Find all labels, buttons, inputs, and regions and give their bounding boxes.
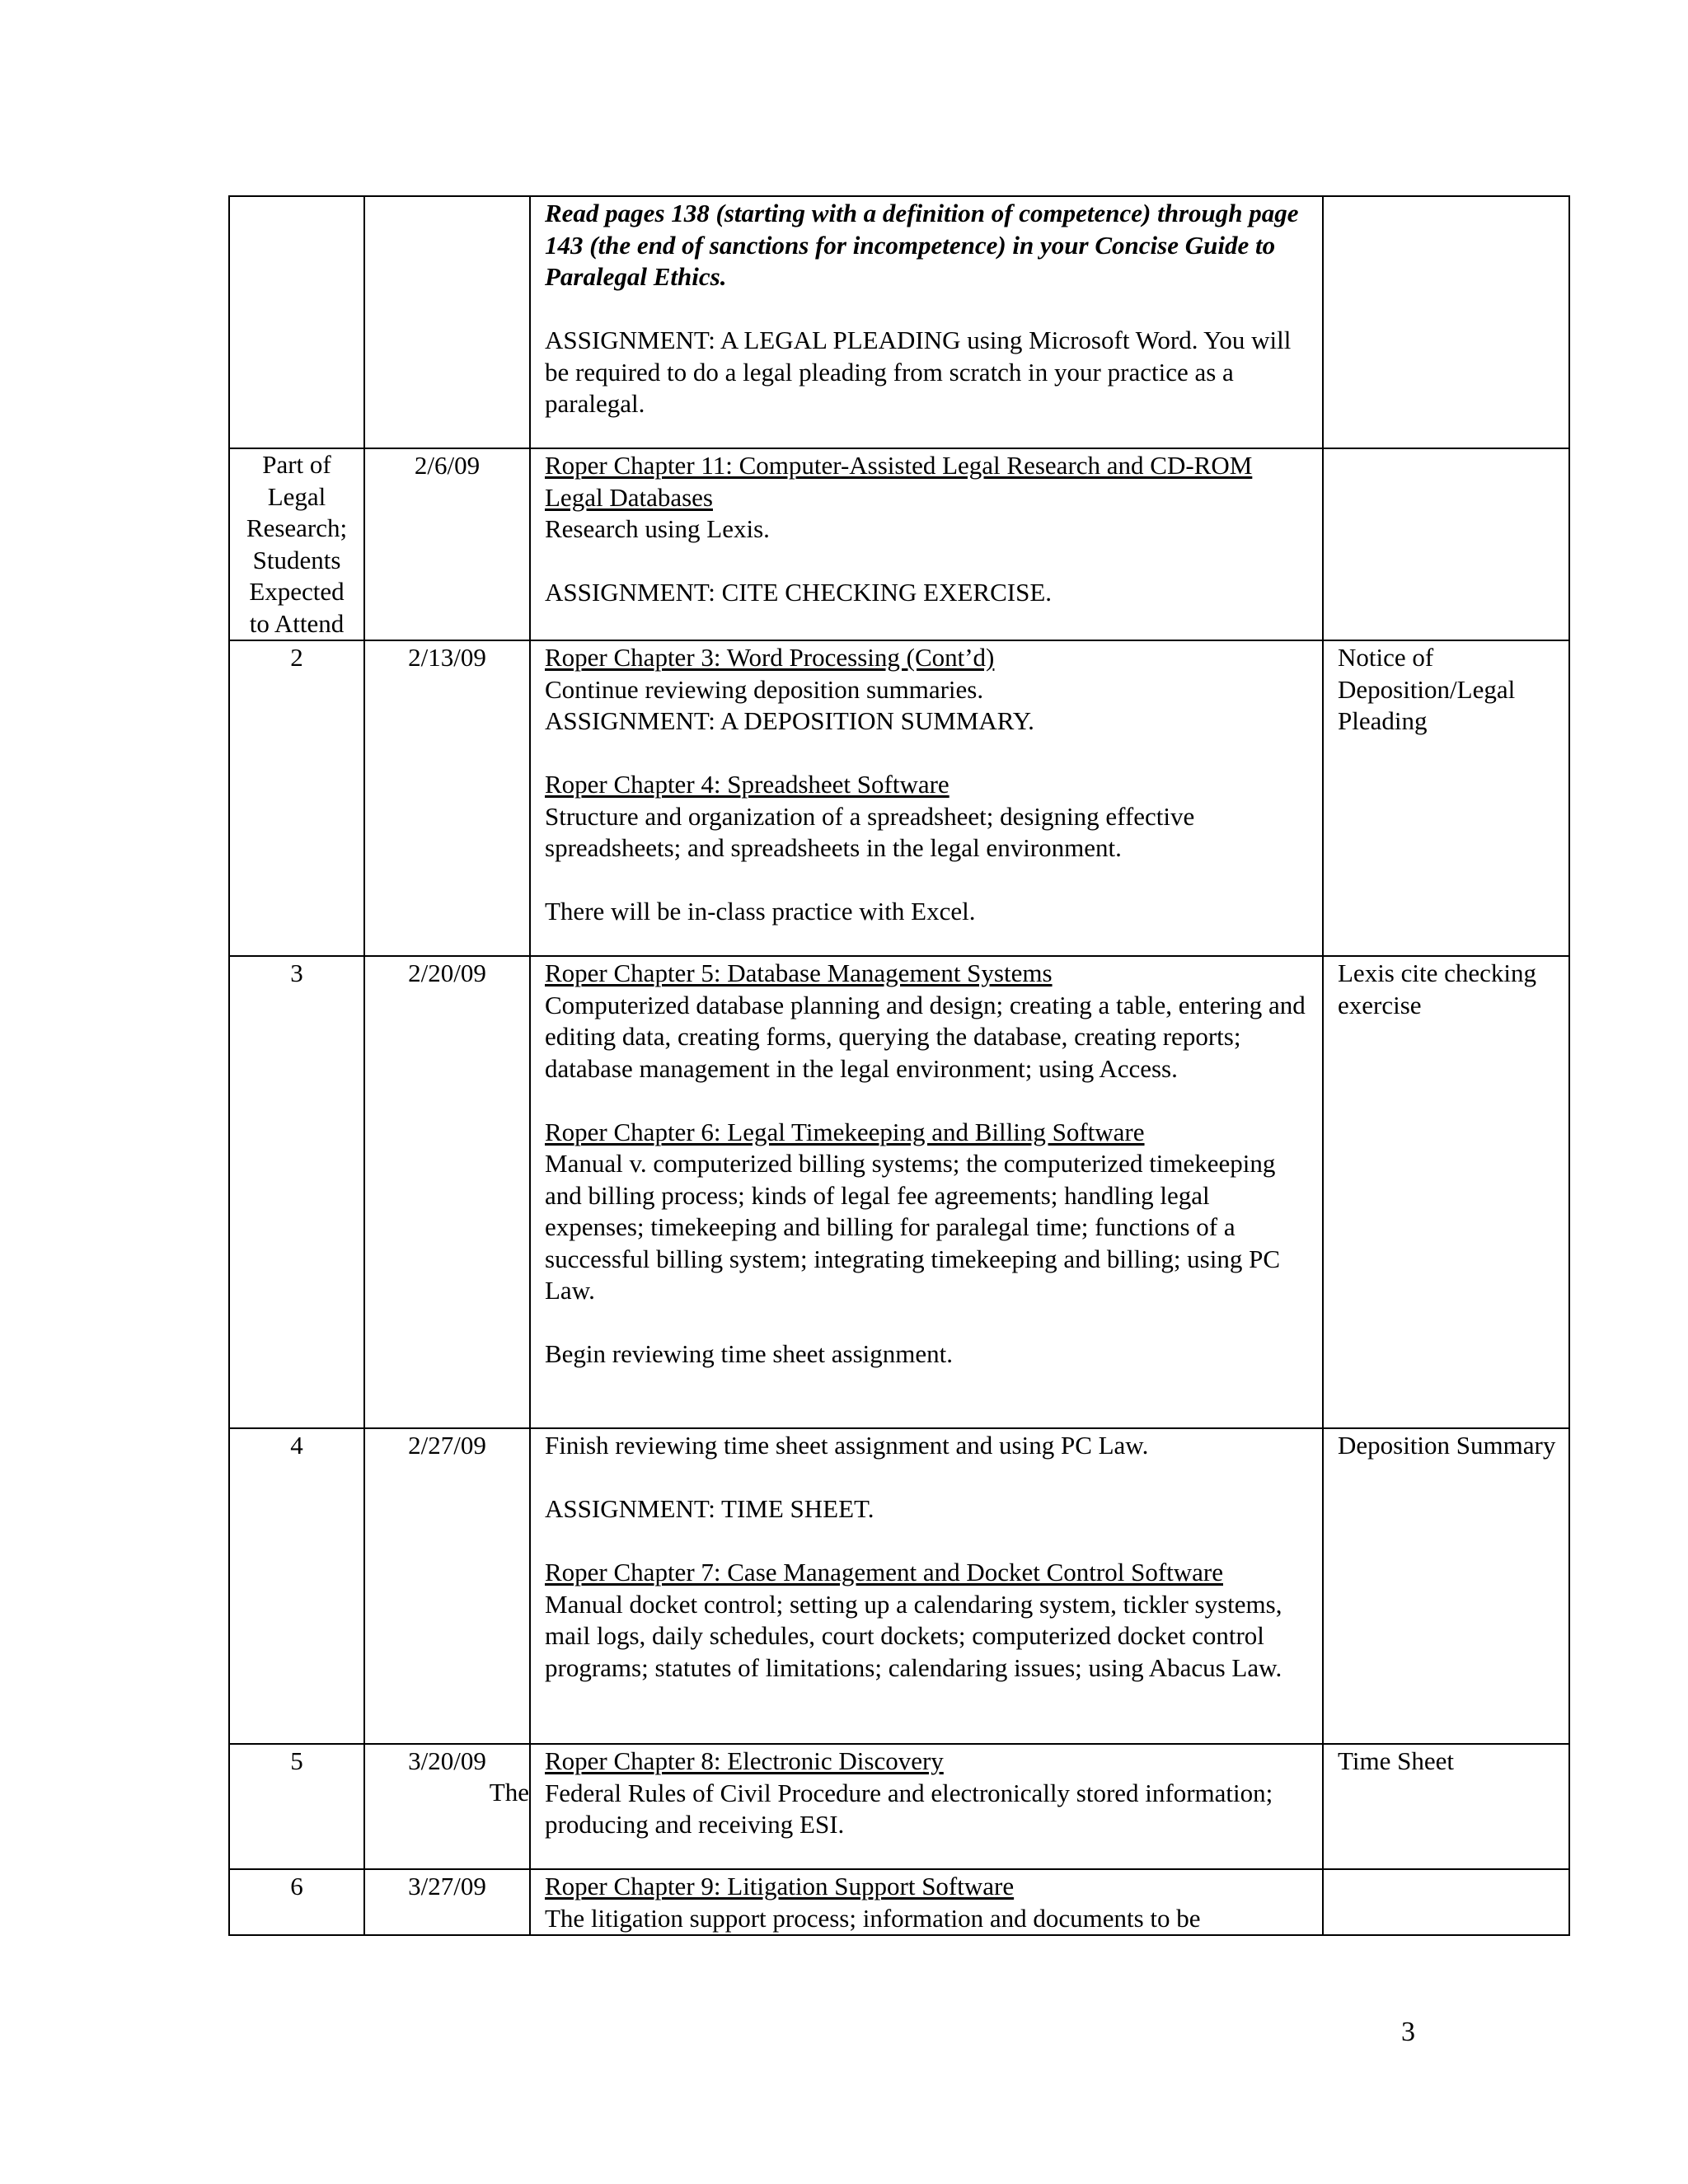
topic-text: Manual docket control; setting up a calendaring system, tickler systems, mail logs, daily schedules, court dockets; computerized docket control programs; statutes of limitations; calendaring issues; using Abacus Law.	[545, 1589, 1282, 1682]
date-overflow-text: The	[489, 1777, 529, 1807]
due-cell	[1323, 640, 1569, 956]
assignment-text: ASSIGNMENT: TIME SHEET.	[545, 1494, 874, 1523]
topic-text: Manual v. computerized billing systems; the computerized timekeeping and billing process; kinds of legal fee agreements; handling legal expenses; timekeeping and billing for paralegal time; functions of a successful billing system; integrating timekeeping and billing; using PC Law.	[545, 1149, 1281, 1305]
assignment-text: ASSIGNMENT: CITE CHECKING EXERCISE.	[545, 578, 1053, 607]
table-row	[229, 956, 1569, 1428]
topic-cell	[530, 1428, 1323, 1744]
topic-cell	[530, 640, 1323, 956]
assignment-text: ASSIGNMENT: A LEGAL PLEADING using Microsoft Word. You will be required to do a legal pleading from scratch in your practice as a paralegal.	[545, 326, 1292, 418]
table-row	[229, 1869, 1569, 1935]
due-label: Deposition Summary	[1338, 1431, 1556, 1460]
week-label: 2	[290, 643, 303, 672]
assignment-text: ASSIGNMENT: A DEPOSITION SUMMARY.	[545, 706, 1034, 735]
date-cell	[364, 1428, 530, 1744]
topic-cell	[530, 956, 1323, 1428]
date-cell	[364, 196, 530, 448]
week-label: 5	[290, 1746, 303, 1775]
topic-text: Computerized database planning and design; creating a table, entering and editing data, creating forms, querying the database, creating reports; database management in the legal environment; using Access.	[545, 990, 1306, 1083]
table-row	[229, 1744, 1569, 1869]
week-label: 4	[290, 1431, 303, 1460]
topic-text: Begin reviewing time sheet assignment.	[545, 1339, 954, 1368]
chapter-heading: Roper Chapter 7: Case Management and Docket Control Software	[545, 1558, 1223, 1586]
table-row	[229, 1428, 1569, 1744]
topic-cell	[530, 1869, 1323, 1935]
week-cell	[229, 956, 364, 1428]
week-cell	[229, 196, 364, 448]
topic-text: Finish reviewing time sheet assignment and using PC Law.	[545, 1431, 1149, 1460]
due-label: Lexis cite checking exercise	[1338, 958, 1537, 1019]
table-row	[229, 448, 1569, 640]
table-row	[229, 196, 1569, 448]
due-cell	[1323, 1869, 1569, 1935]
table-row	[229, 640, 1569, 956]
date-cell	[364, 1744, 530, 1869]
date-cell	[364, 1869, 530, 1935]
chapter-heading: Roper Chapter 4: Spreadsheet Software	[545, 770, 950, 799]
week-label: 3	[290, 958, 303, 987]
due-cell	[1323, 1428, 1569, 1744]
date-label: 2/13/09	[408, 643, 486, 672]
reading-instruction: Read pages 138 (starting with a definition of competence) through page 143 (the end of sanctions for incompetence) in your Concise Guide to Paralegal Ethics.	[545, 199, 1299, 291]
week-cell	[229, 448, 364, 640]
due-cell	[1323, 448, 1569, 640]
due-cell	[1323, 956, 1569, 1428]
due-cell	[1323, 1744, 1569, 1869]
date-cell	[364, 956, 530, 1428]
course-schedule-table	[228, 195, 1570, 1936]
date-label: 2/6/09	[414, 451, 481, 480]
due-label: Notice of Deposition/Legal Pleading	[1338, 643, 1516, 735]
date-cell	[364, 448, 530, 640]
date-label: 3/27/09	[408, 1872, 486, 1900]
due-label: Time Sheet	[1338, 1746, 1454, 1775]
chapter-heading: Roper Chapter 3: Word Processing (Cont’d)	[545, 643, 995, 672]
week-cell	[229, 1428, 364, 1744]
topic-cell	[530, 448, 1323, 640]
topic-text: The litigation support process; information and documents to be	[545, 1903, 1201, 1933]
topic-text: Continue reviewing deposition summaries.	[545, 674, 984, 704]
topic-text: Research using Lexis.	[545, 514, 770, 543]
date-label: 2/20/09	[408, 958, 486, 987]
topic-text: Federal Rules of Civil Procedure and electronically stored information; producing and receiving ESI.	[545, 1778, 1273, 1839]
date-label: 3/20/09	[408, 1746, 486, 1775]
week-label: 6	[290, 1872, 303, 1900]
topic-text: There will be in-class practice with Excel.	[545, 897, 976, 926]
chapter-heading: Roper Chapter 6: Legal Timekeeping and Billing Software	[545, 1117, 1145, 1146]
chapter-heading: Roper Chapter 11: Computer-Assisted Legal Research and CD-ROM Legal Databases	[545, 451, 1253, 512]
week-cell	[229, 640, 364, 956]
chapter-heading: Roper Chapter 8: Electronic Discovery	[545, 1746, 944, 1775]
chapter-heading: Roper Chapter 5: Database Management Systems	[545, 958, 1053, 987]
chapter-heading: Roper Chapter 9: Litigation Support Software	[545, 1872, 1015, 1900]
date-cell	[364, 640, 530, 956]
topic-text: Structure and organization of a spreadsheet; designing effective spreadsheets; and spreadsheets in the legal environment.	[545, 801, 1195, 862]
page-number: 3	[1401, 2017, 1415, 2047]
date-label: 2/27/09	[408, 1431, 486, 1460]
week-label: Part of Legal Research; Students Expected to Attend	[246, 450, 348, 638]
week-cell	[229, 1869, 364, 1935]
due-cell	[1323, 196, 1569, 448]
topic-cell	[530, 196, 1323, 448]
topic-cell	[530, 1744, 1323, 1869]
week-cell	[229, 1744, 364, 1869]
